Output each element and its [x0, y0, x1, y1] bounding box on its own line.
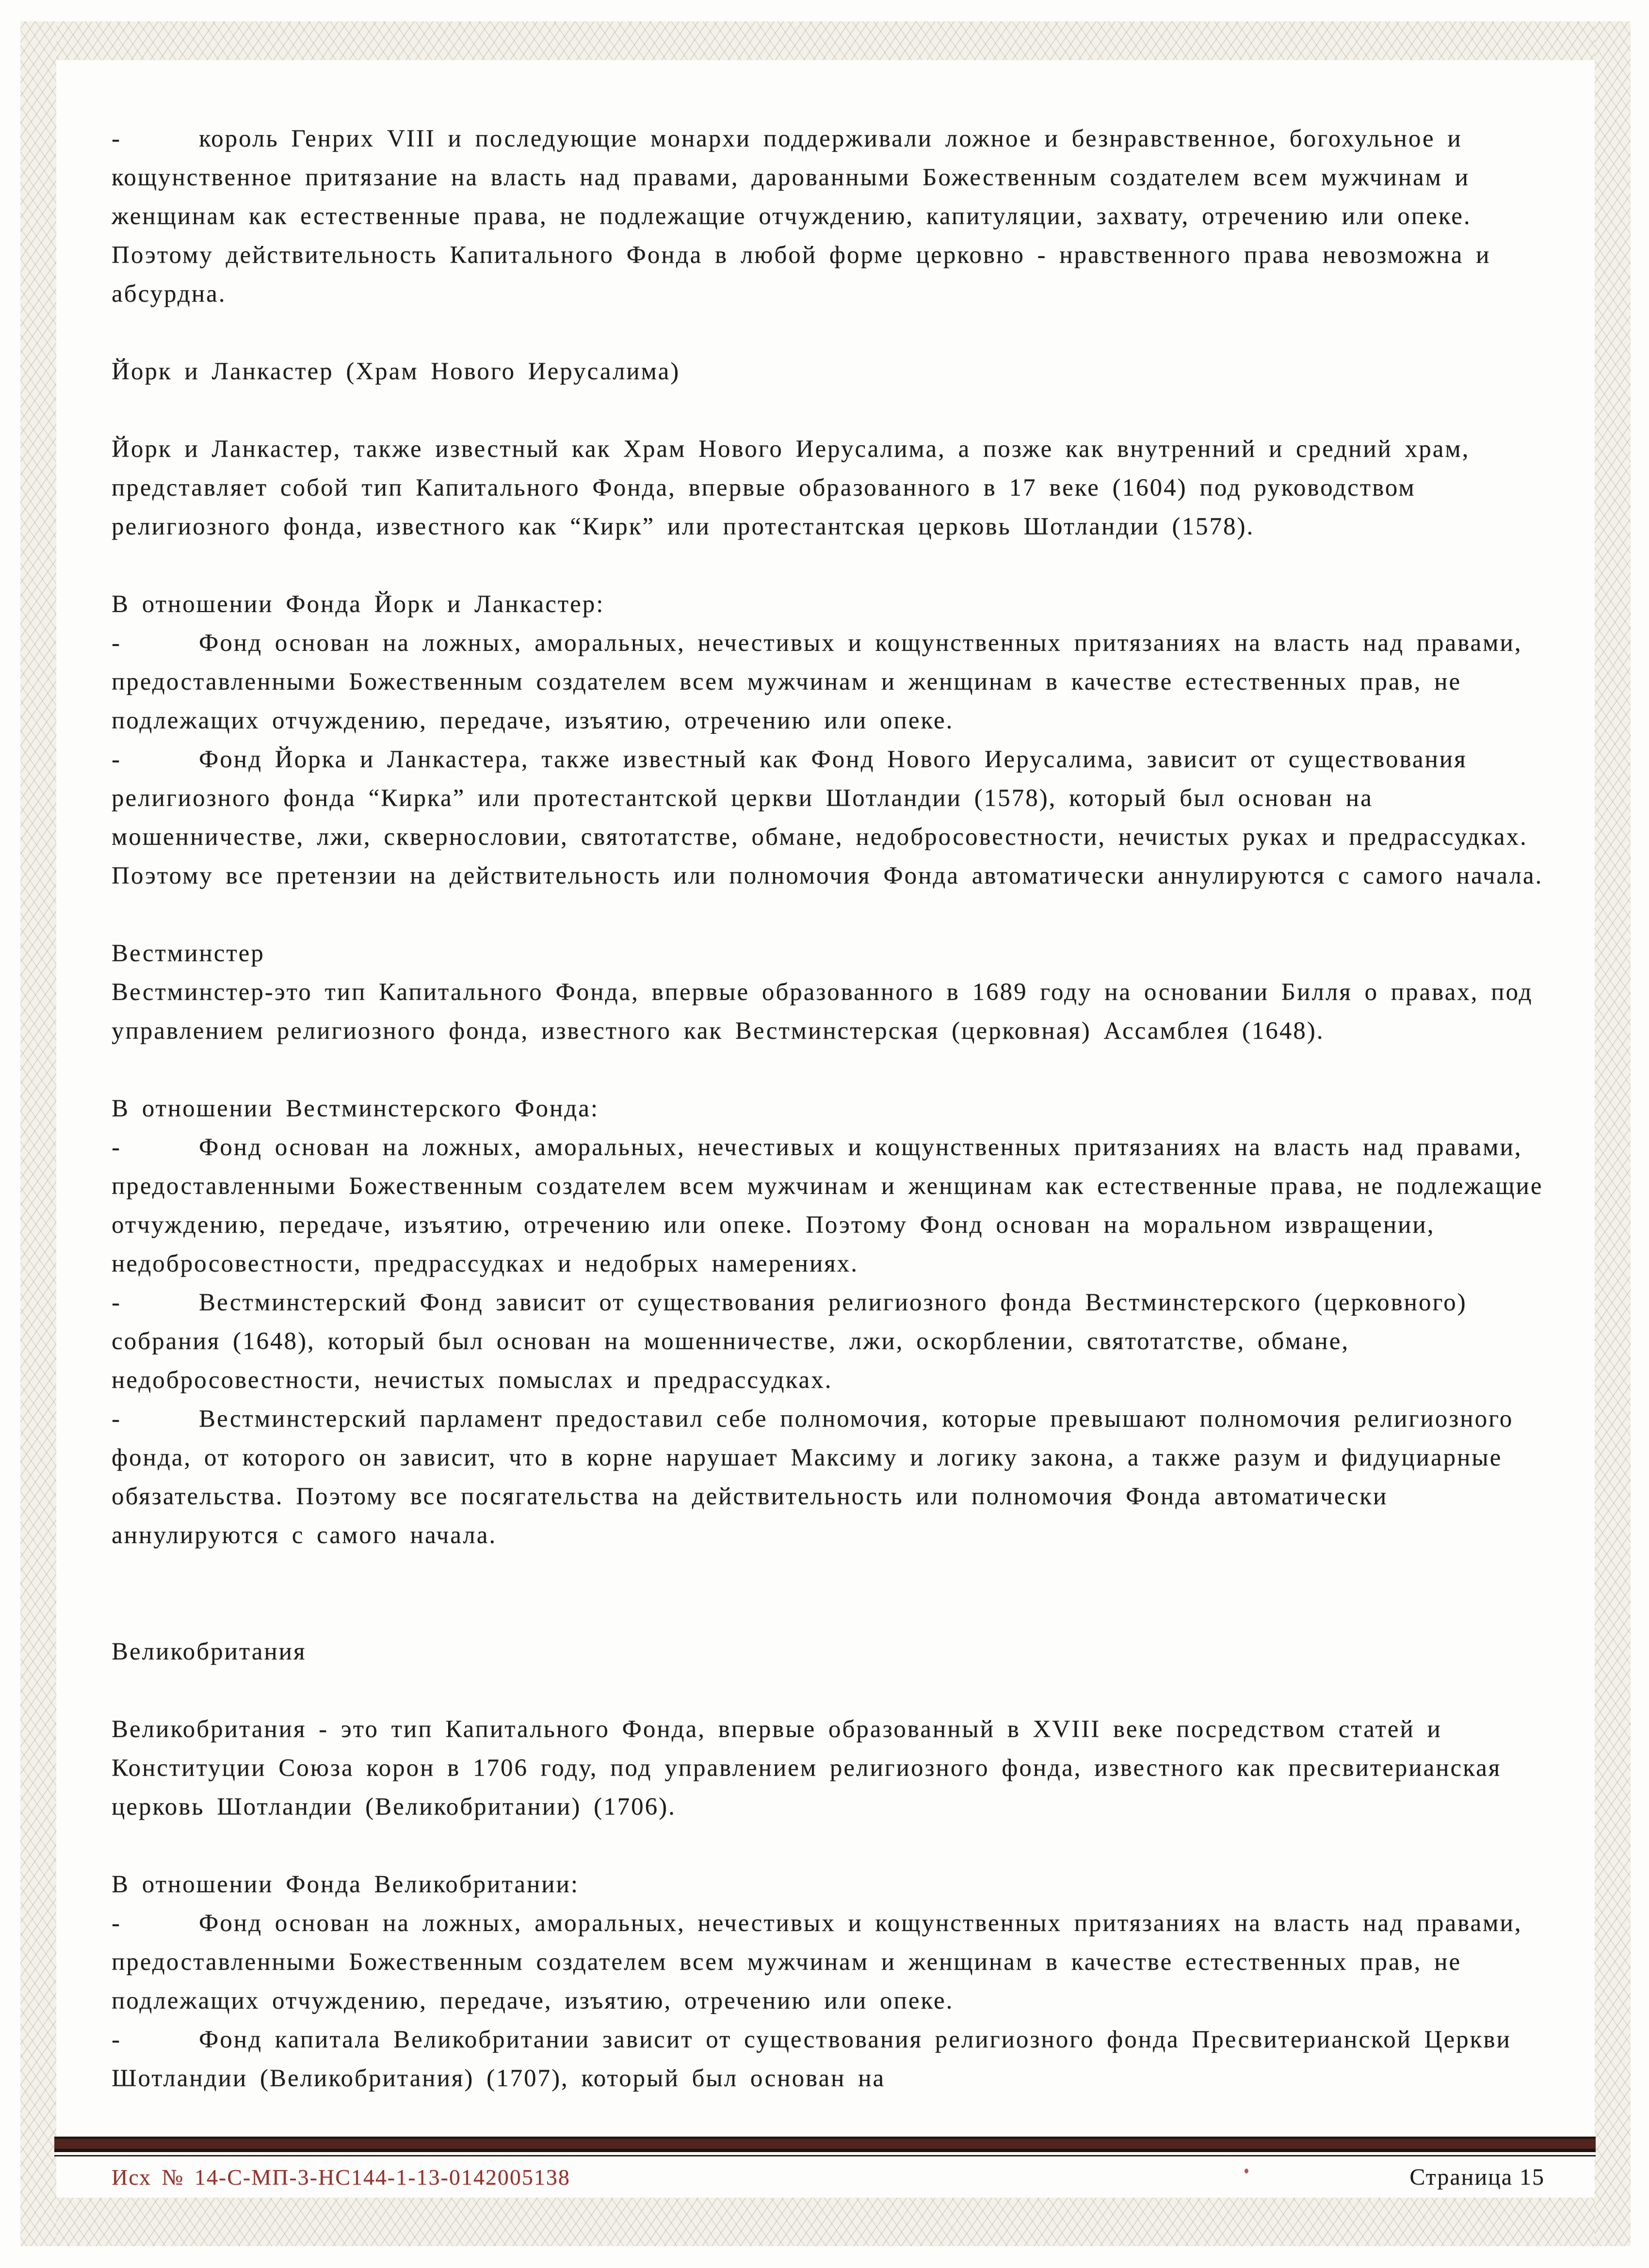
section-heading: В отношении Фонда Великобритании: [112, 1871, 580, 1898]
paragraph: Великобритания - это тип Капитального Фонда, впервые образованный в XVIII веке посредством статей и Конституции Союза корон в 1706 году, под управлением религиозного фонда, известного как пресвитерианская церковь Шотландии (Великобритании) (1706). [112, 1716, 1502, 1820]
list-item-text: Фонд основан на ложных, аморальных, нечестивых и кощунственных притязаниях на власть над правами, предоставленными Божественным создателем всем мужчинам и женщинам как естественные права, не подлежащие отчуждению, передаче, изъятию, отречению или опеке. Поэтому Фонд основан на моральном извращении, недобросовестности, предрассудках и недобрых намерениях. [112, 1134, 1543, 1277]
page-number: Страница 15 [1409, 2164, 1545, 2190]
list-item-text: Фонд основан на ложных, аморальных, нечестивых и кощунственных притязаниях на власть над правами, предоставленными Божественным создателем всем мужчинам и женщинам в качестве естественных прав, не подлежащих отчуждению, передаче, изъятию, отречению или опеке. [112, 629, 1522, 734]
decorative-border-right [1595, 21, 1631, 2246]
list-item [112, 1128, 1543, 1283]
document-body [112, 119, 1543, 2098]
dash-bullet: - [112, 629, 121, 657]
divider-line-thin [54, 2155, 1596, 2156]
list-item-text: Фонд капитала Великобритании зависит от существования религиозного фонда Пресвитерианской Церкви Шотландии (Великобритания) (1707), который был основан на [112, 2026, 1511, 2092]
section-heading: В отношении Вестминстерского Фонда: [112, 1095, 599, 1122]
list-item [112, 119, 1543, 313]
list-item [112, 1904, 1543, 2020]
list-item [112, 2020, 1543, 2098]
list-item [112, 624, 1543, 740]
section-heading: Великобритания [112, 1638, 307, 1665]
dash-bullet: - [112, 1134, 121, 1161]
paragraph: Йорк и Ланкастер, также известный как Храм Нового Иерусалима, а позже как внутренний и средний храм, представляет собой тип Капитального Фонда, впервые образованного в 17 веке (1604) под руководством религиозного фонда, известного как “Кирк” или протестантская церковь Шотландии (1578). [112, 435, 1470, 540]
list-item-text: Фонд Йорка и Ланкастера, также известный как Фонд Нового Иерусалима, зависит от существования религиозного фонда “Кирка” или протестантской церкви Шотландии (1578), который был основан на мошенничестве, лжи, сквернословии, святотатстве, обмане, недобросовестности, нечистых руках и предрассудках. Поэтому все претензии на действительность или полномочия Фонда автоматически аннулируются с самого начала. [112, 746, 1543, 889]
dash-bullet: - [112, 1405, 121, 1432]
decorative-border-bottom [20, 2198, 1631, 2246]
section-heading: Йорк и Ланкастер (Храм Нового Иерусалима) [112, 358, 680, 385]
document-reference-number: Исх № 14-С-МП-3-НС144-1-13-0142005138 [112, 2165, 570, 2189]
footer-divider-rule [54, 2137, 1596, 2156]
list-item-text: Фонд основан на ложных, аморальных, нечестивых и кощунственных притязаниях на власть над правами, предоставленными Божественным создателем всем мужчинам и женщинам в качестве естественных прав, не подлежащих отчуждению, передаче, изъятию, отречению или опеке. [112, 1910, 1522, 2014]
divider-line-black-bottom [54, 2149, 1596, 2152]
list-item-text: Вестминстерский Фонд зависит от существования религиозного фонда Вестминстерского (церковного) собрания (1648), который был основан на мошенничестве, лжи, оскорблении, святотатстве, обмане, недобросовестности, нечистых помыслах и предрассудках. [112, 1289, 1467, 1394]
section-heading: Вестминстер [112, 940, 265, 967]
dash-bullet: - [112, 2026, 121, 2053]
list-item-text: король Генрих VIII и последующие монархи поддерживали ложное и безнравственное, богохульное и кощунственное притязание на власть над правами, дарованными Божественным создателем всем мужчинам и женщинам как естественные права, не подлежащие отчуждению, капитуляции, захвату, отречению или опеке. Поэтому действительность Капитального Фонда в любой форме церковно - нравственного права невозможна и абсурдна. [112, 125, 1491, 307]
dash-bullet: - [112, 1289, 121, 1316]
list-item [112, 1399, 1543, 1555]
red-ink-speck [1245, 2169, 1248, 2173]
dash-bullet: - [112, 746, 121, 773]
footer [112, 2164, 1545, 2190]
paragraph: Вестминстер-это тип Капитального Фонда, впервые образованного в 1689 году на основании Билля о правах, под управлением религиозного фонда, известного как Вестминстерская (церковная) Ассамблея (1648). [112, 979, 1533, 1045]
decorative-border-left [20, 21, 56, 2246]
section-heading: В отношении Фонда Йорк и Ланкастер: [112, 591, 605, 618]
dash-bullet: - [112, 125, 121, 152]
dash-bullet: - [112, 1910, 121, 1937]
list-item [112, 1283, 1543, 1399]
decorative-border-top [20, 21, 1631, 60]
divider-band-maroon [54, 2139, 1596, 2149]
list-item [112, 740, 1543, 895]
list-item-text: Вестминстерский парламент предоставил себе полномочия, которые превышают полномочия религиозного фонда, от которого он зависит, что в корне нарушает Максиму и логику закона, а также разум и фидуциарные обязательства. Поэтому все посягательства на действительность или полномочия Фонда автоматически аннулируются с самого начала. [112, 1405, 1514, 1549]
